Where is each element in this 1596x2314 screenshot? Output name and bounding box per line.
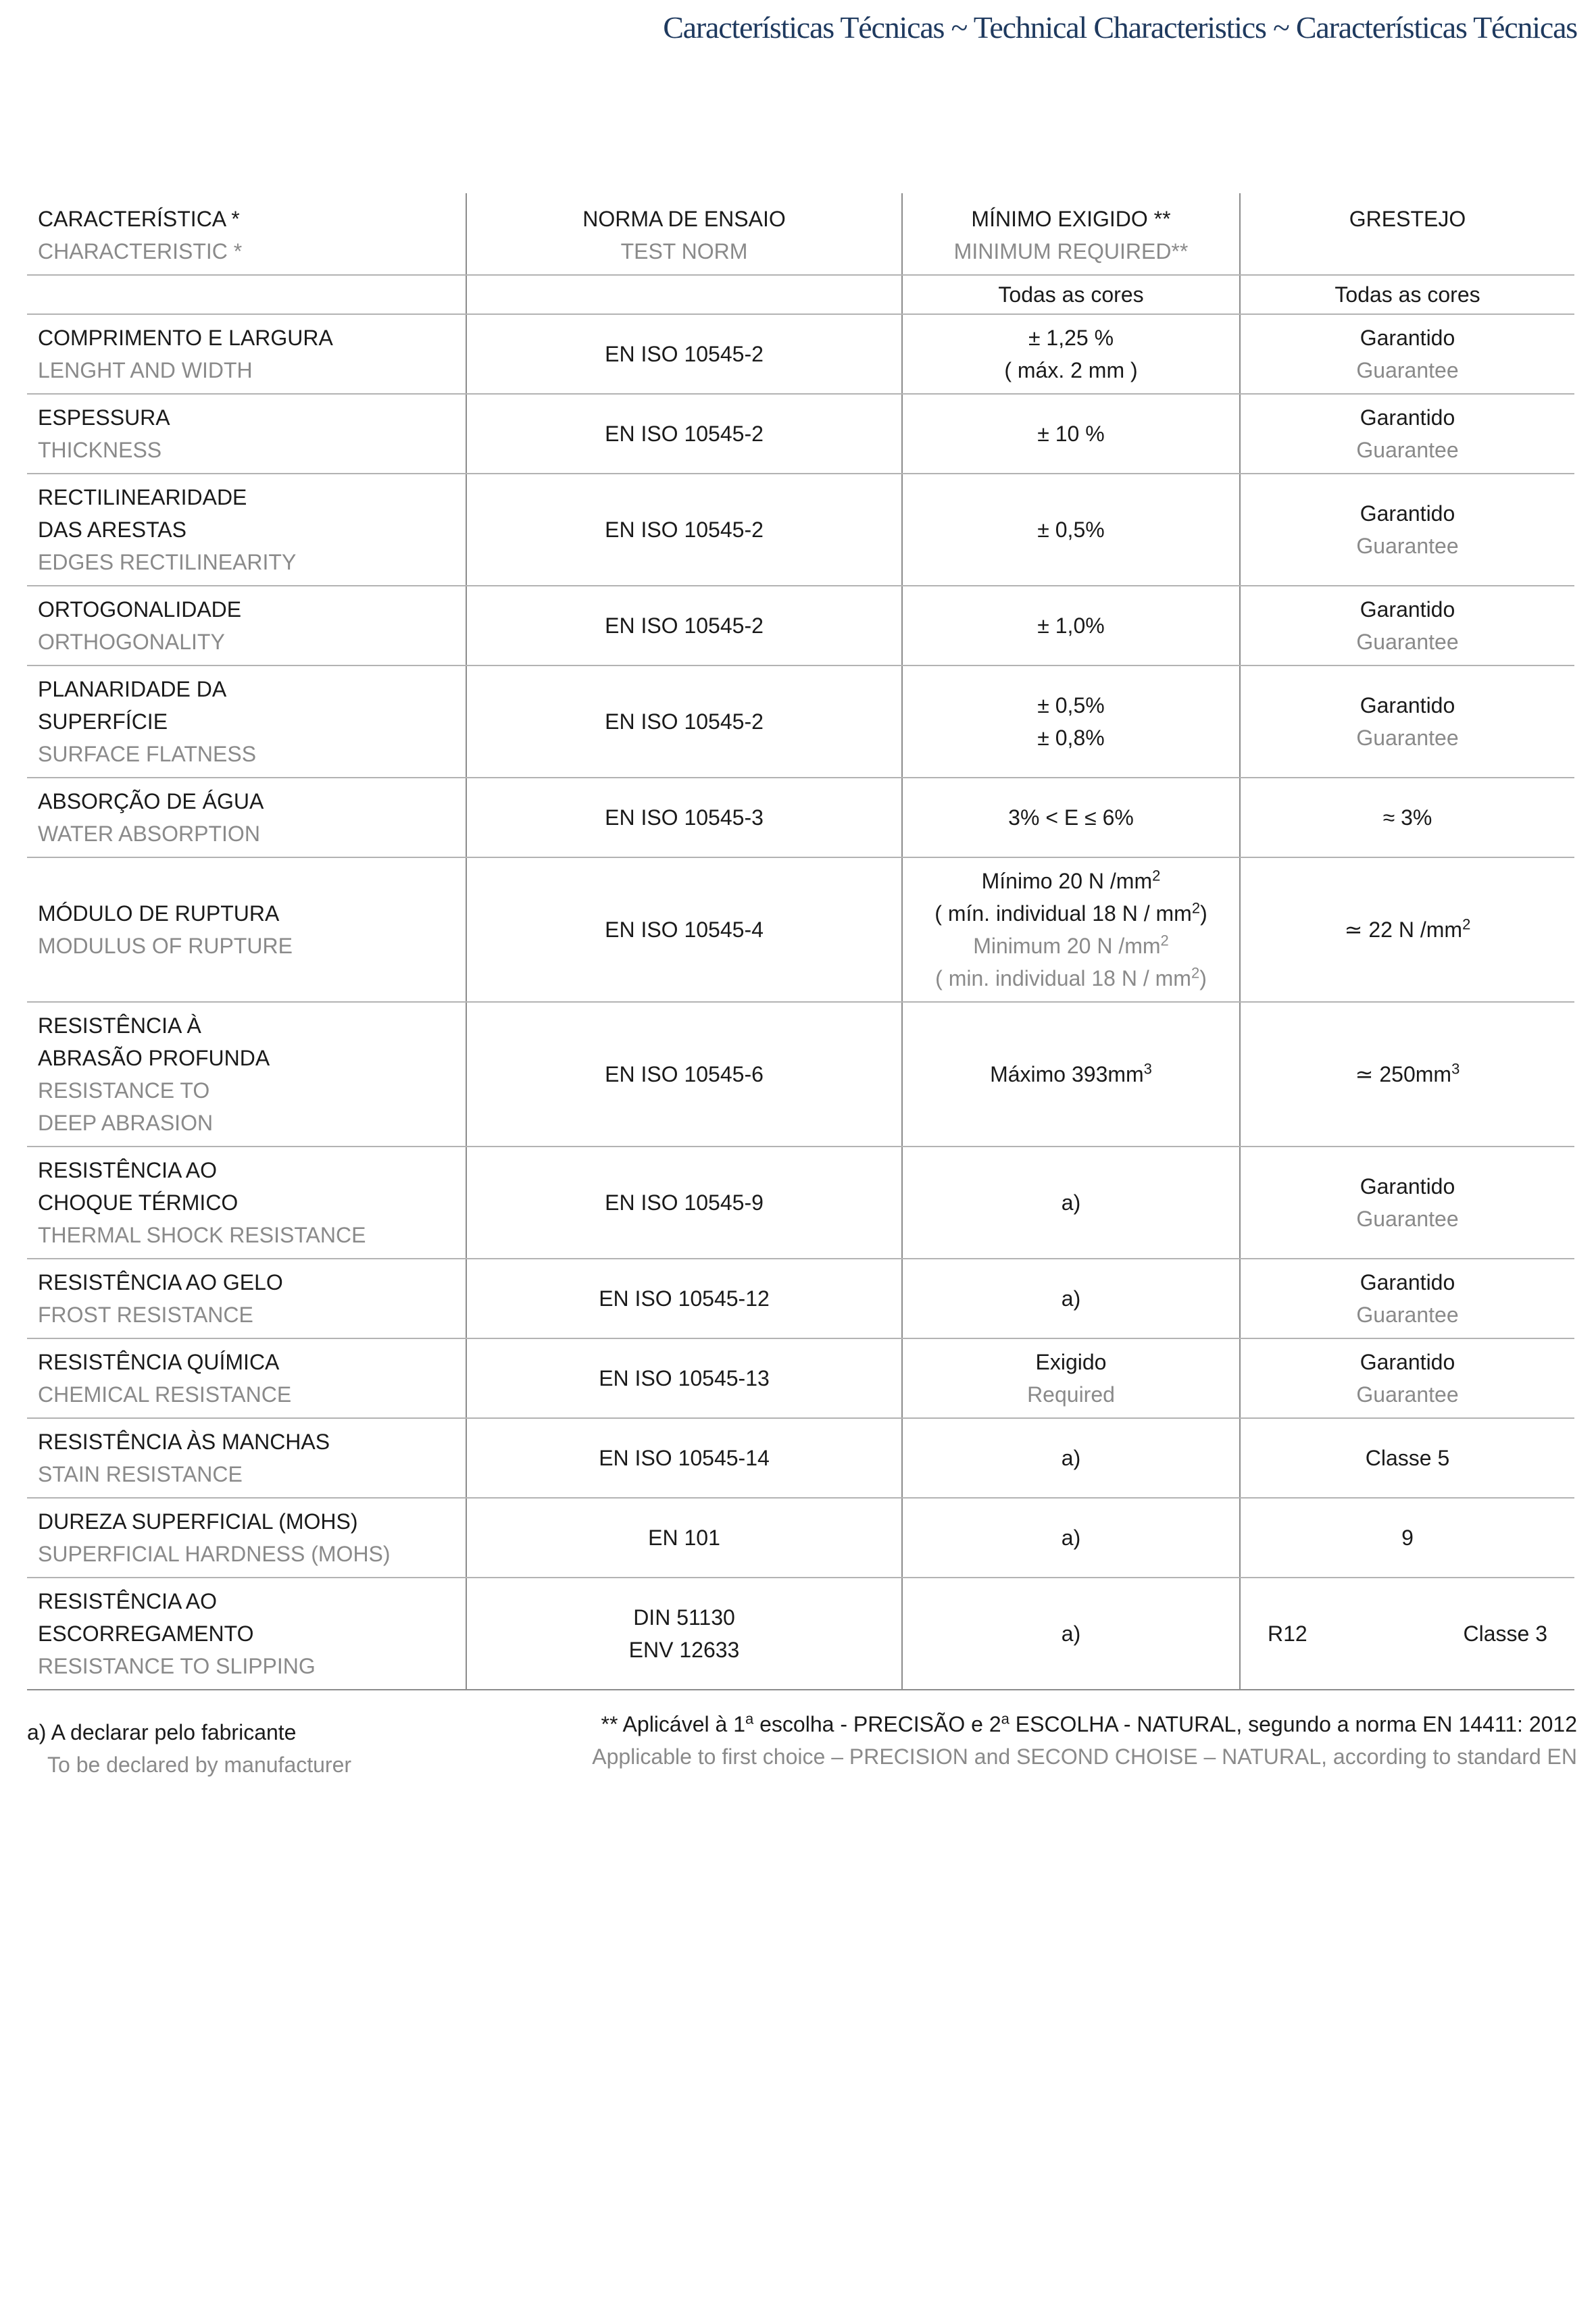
result-cell: Garantido Guarantee bbox=[1240, 1338, 1574, 1418]
norm-cell: EN 101 bbox=[466, 1498, 902, 1578]
characteristic-cell: ORTOGONALIDADE ORTHOGONALITY bbox=[27, 586, 466, 665]
result-cell bbox=[1240, 1578, 1574, 1690]
column-header-test-norm: NORMA DE ENSAIO TEST NORM bbox=[466, 193, 902, 275]
norm-cell: DIN 51130 ENV 12633 bbox=[466, 1578, 902, 1690]
footnote-applicability: ** Aplicável à 1$^a$ escolha - PRECISÃO e 2$^a$ ESCOLHA - NATURAL, segundo a norma EN 14411: 2012 Applicable to first choice – PRECISION and SECOND CHOISE – NATURAL, according to standard EN bbox=[592, 1710, 1577, 1769]
table-row bbox=[27, 586, 1574, 665]
minimum-cell: a) bbox=[902, 1147, 1240, 1259]
norm-cell: EN ISO 10545-14 bbox=[466, 1418, 902, 1498]
table-row bbox=[27, 778, 1574, 857]
technical-characteristics-table bbox=[27, 193, 1574, 1690]
minimum-cell: Mínimo 20 N $/mm^2$ ( mín. individual 18 N / $mm^2$) Minimum 20 N $/mm^2$ ( min. individual 18 N / $mm^2$) bbox=[902, 857, 1240, 1002]
table-row bbox=[27, 1338, 1574, 1418]
result-cell: Garantido Guarantee bbox=[1240, 1147, 1574, 1259]
norm-cell: EN ISO 10545-12 bbox=[466, 1259, 902, 1338]
characteristic-cell: MÓDULO DE RUPTURA MODULUS OF RUPTURE bbox=[27, 857, 466, 1002]
characteristic-cell: RESISTÊNCIA AO GELO FROST RESISTANCE bbox=[27, 1259, 466, 1338]
result-cell: ≃ 22 N $/mm^2$ bbox=[1240, 857, 1574, 1002]
column-header-grestejo: GRESTEJO bbox=[1240, 193, 1574, 275]
norm-cell: EN ISO 10545-2 bbox=[466, 665, 902, 778]
minimum-cell: a) bbox=[902, 1259, 1240, 1338]
norm-cell: EN ISO 10545-2 bbox=[466, 474, 902, 586]
result-cell: Garantido Guarantee bbox=[1240, 474, 1574, 586]
table-row bbox=[27, 665, 1574, 778]
result-cell: 9 bbox=[1240, 1498, 1574, 1578]
minimum-cell: Exigido Required bbox=[902, 1338, 1240, 1418]
result-cell: Garantido Guarantee bbox=[1240, 394, 1574, 474]
characteristic-cell: RESISTÊNCIA AO ESCORREGAMENTO RESISTANCE TO SLIPPING bbox=[27, 1578, 466, 1690]
table-header-row bbox=[27, 193, 1574, 275]
norm-cell: EN ISO 10545-2 bbox=[466, 314, 902, 394]
minimum-cell: ± 0,5% ± 0,8% bbox=[902, 665, 1240, 778]
norm-cell: EN ISO 10545-9 bbox=[466, 1147, 902, 1259]
minimum-cell: ± 10 % bbox=[902, 394, 1240, 474]
subheader-all-colors: Todas as cores bbox=[902, 275, 1240, 314]
slip-rating: R12 bbox=[1268, 1621, 1307, 1646]
characteristic-cell: RESISTÊNCIA À ABRASÃO PROFUNDA RESISTANCE TO DEEP ABRASION bbox=[27, 1002, 466, 1147]
characteristic-cell: RESISTÊNCIA ÀS MANCHAS STAIN RESISTANCE bbox=[27, 1418, 466, 1498]
result-cell: ≈ 3% bbox=[1240, 778, 1574, 857]
result-cell: Garantido Guarantee bbox=[1240, 665, 1574, 778]
minimum-cell: a) bbox=[902, 1578, 1240, 1690]
characteristic-cell: RESISTÊNCIA AO CHOQUE TÉRMICO THERMAL SHOCK RESISTANCE bbox=[27, 1147, 466, 1259]
table-row bbox=[27, 1147, 1574, 1259]
characteristic-cell: ESPESSURA THICKNESS bbox=[27, 394, 466, 474]
minimum-cell: a) bbox=[902, 1418, 1240, 1498]
column-header-characteristic: CARACTERÍSTICA * CHARACTERISTIC * bbox=[27, 193, 466, 275]
norm-cell: EN ISO 10545-2 bbox=[466, 586, 902, 665]
table-row bbox=[27, 1418, 1574, 1498]
minimum-cell: ± 1,0% bbox=[902, 586, 1240, 665]
result-cell: ≃ $250mm^3$ bbox=[1240, 1002, 1574, 1147]
minimum-cell: a) bbox=[902, 1498, 1240, 1578]
characteristic-cell: PLANARIDADE DA SUPERFÍCIE SURFACE FLATNESS bbox=[27, 665, 466, 778]
table-row bbox=[27, 1578, 1574, 1690]
norm-cell: EN ISO 10545-13 bbox=[466, 1338, 902, 1418]
table-row bbox=[27, 474, 1574, 586]
characteristic-cell: RECTILINEARIDADE DAS ARESTAS EDGES RECTILINEARITY bbox=[27, 474, 466, 586]
result-cell: Classe 5 bbox=[1240, 1418, 1574, 1498]
slip-class: Classe 3 bbox=[1463, 1621, 1547, 1646]
characteristic-cell: COMPRIMENTO E LARGURA LENGHT AND WIDTH bbox=[27, 314, 466, 394]
table-row bbox=[27, 857, 1574, 1002]
page-title: Características Técnicas ~ Technical Characteristics ~ Características Técnicas bbox=[663, 10, 1577, 45]
table-row bbox=[27, 314, 1574, 394]
table-row bbox=[27, 1002, 1574, 1147]
minimum-cell: ± 1,25 % ( máx. 2 mm ) bbox=[902, 314, 1240, 394]
table-row bbox=[27, 394, 1574, 474]
norm-cell: EN ISO 10545-4 bbox=[466, 857, 902, 1002]
norm-cell: EN ISO 10545-3 bbox=[466, 778, 902, 857]
result-cell: Garantido Guarantee bbox=[1240, 586, 1574, 665]
norm-cell: EN ISO 10545-6 bbox=[466, 1002, 902, 1147]
table-cell bbox=[466, 275, 902, 314]
column-header-minimum-required: MÍNIMO EXIGIDO ** MINIMUM REQUIRED** bbox=[902, 193, 1240, 275]
characteristic-cell: RESISTÊNCIA QUÍMICA CHEMICAL RESISTANCE bbox=[27, 1338, 466, 1418]
table-cell bbox=[27, 275, 466, 314]
norm-cell: EN ISO 10545-2 bbox=[466, 394, 902, 474]
minimum-cell: Máximo $393mm^3$ bbox=[902, 1002, 1240, 1147]
characteristic-cell: DUREZA SUPERFICIAL (MOHS) SUPERFICIAL HARDNESS (MOHS) bbox=[27, 1498, 466, 1578]
subheader-all-colors: Todas as cores bbox=[1240, 275, 1574, 314]
minimum-cell: ± 0,5% bbox=[902, 474, 1240, 586]
minimum-cell: 3% < E ≤ 6% bbox=[902, 778, 1240, 857]
footnote-manufacturer: a) A declarar pelo fabricante To be declared by manufacturer bbox=[27, 1720, 352, 1777]
table-row bbox=[27, 1259, 1574, 1338]
result-cell: Garantido Guarantee bbox=[1240, 314, 1574, 394]
characteristic-cell: ABSORÇÃO DE ÁGUA WATER ABSORPTION bbox=[27, 778, 466, 857]
table-subheader-row bbox=[27, 275, 1574, 314]
table-row bbox=[27, 1498, 1574, 1578]
result-cell: Garantido Guarantee bbox=[1240, 1259, 1574, 1338]
